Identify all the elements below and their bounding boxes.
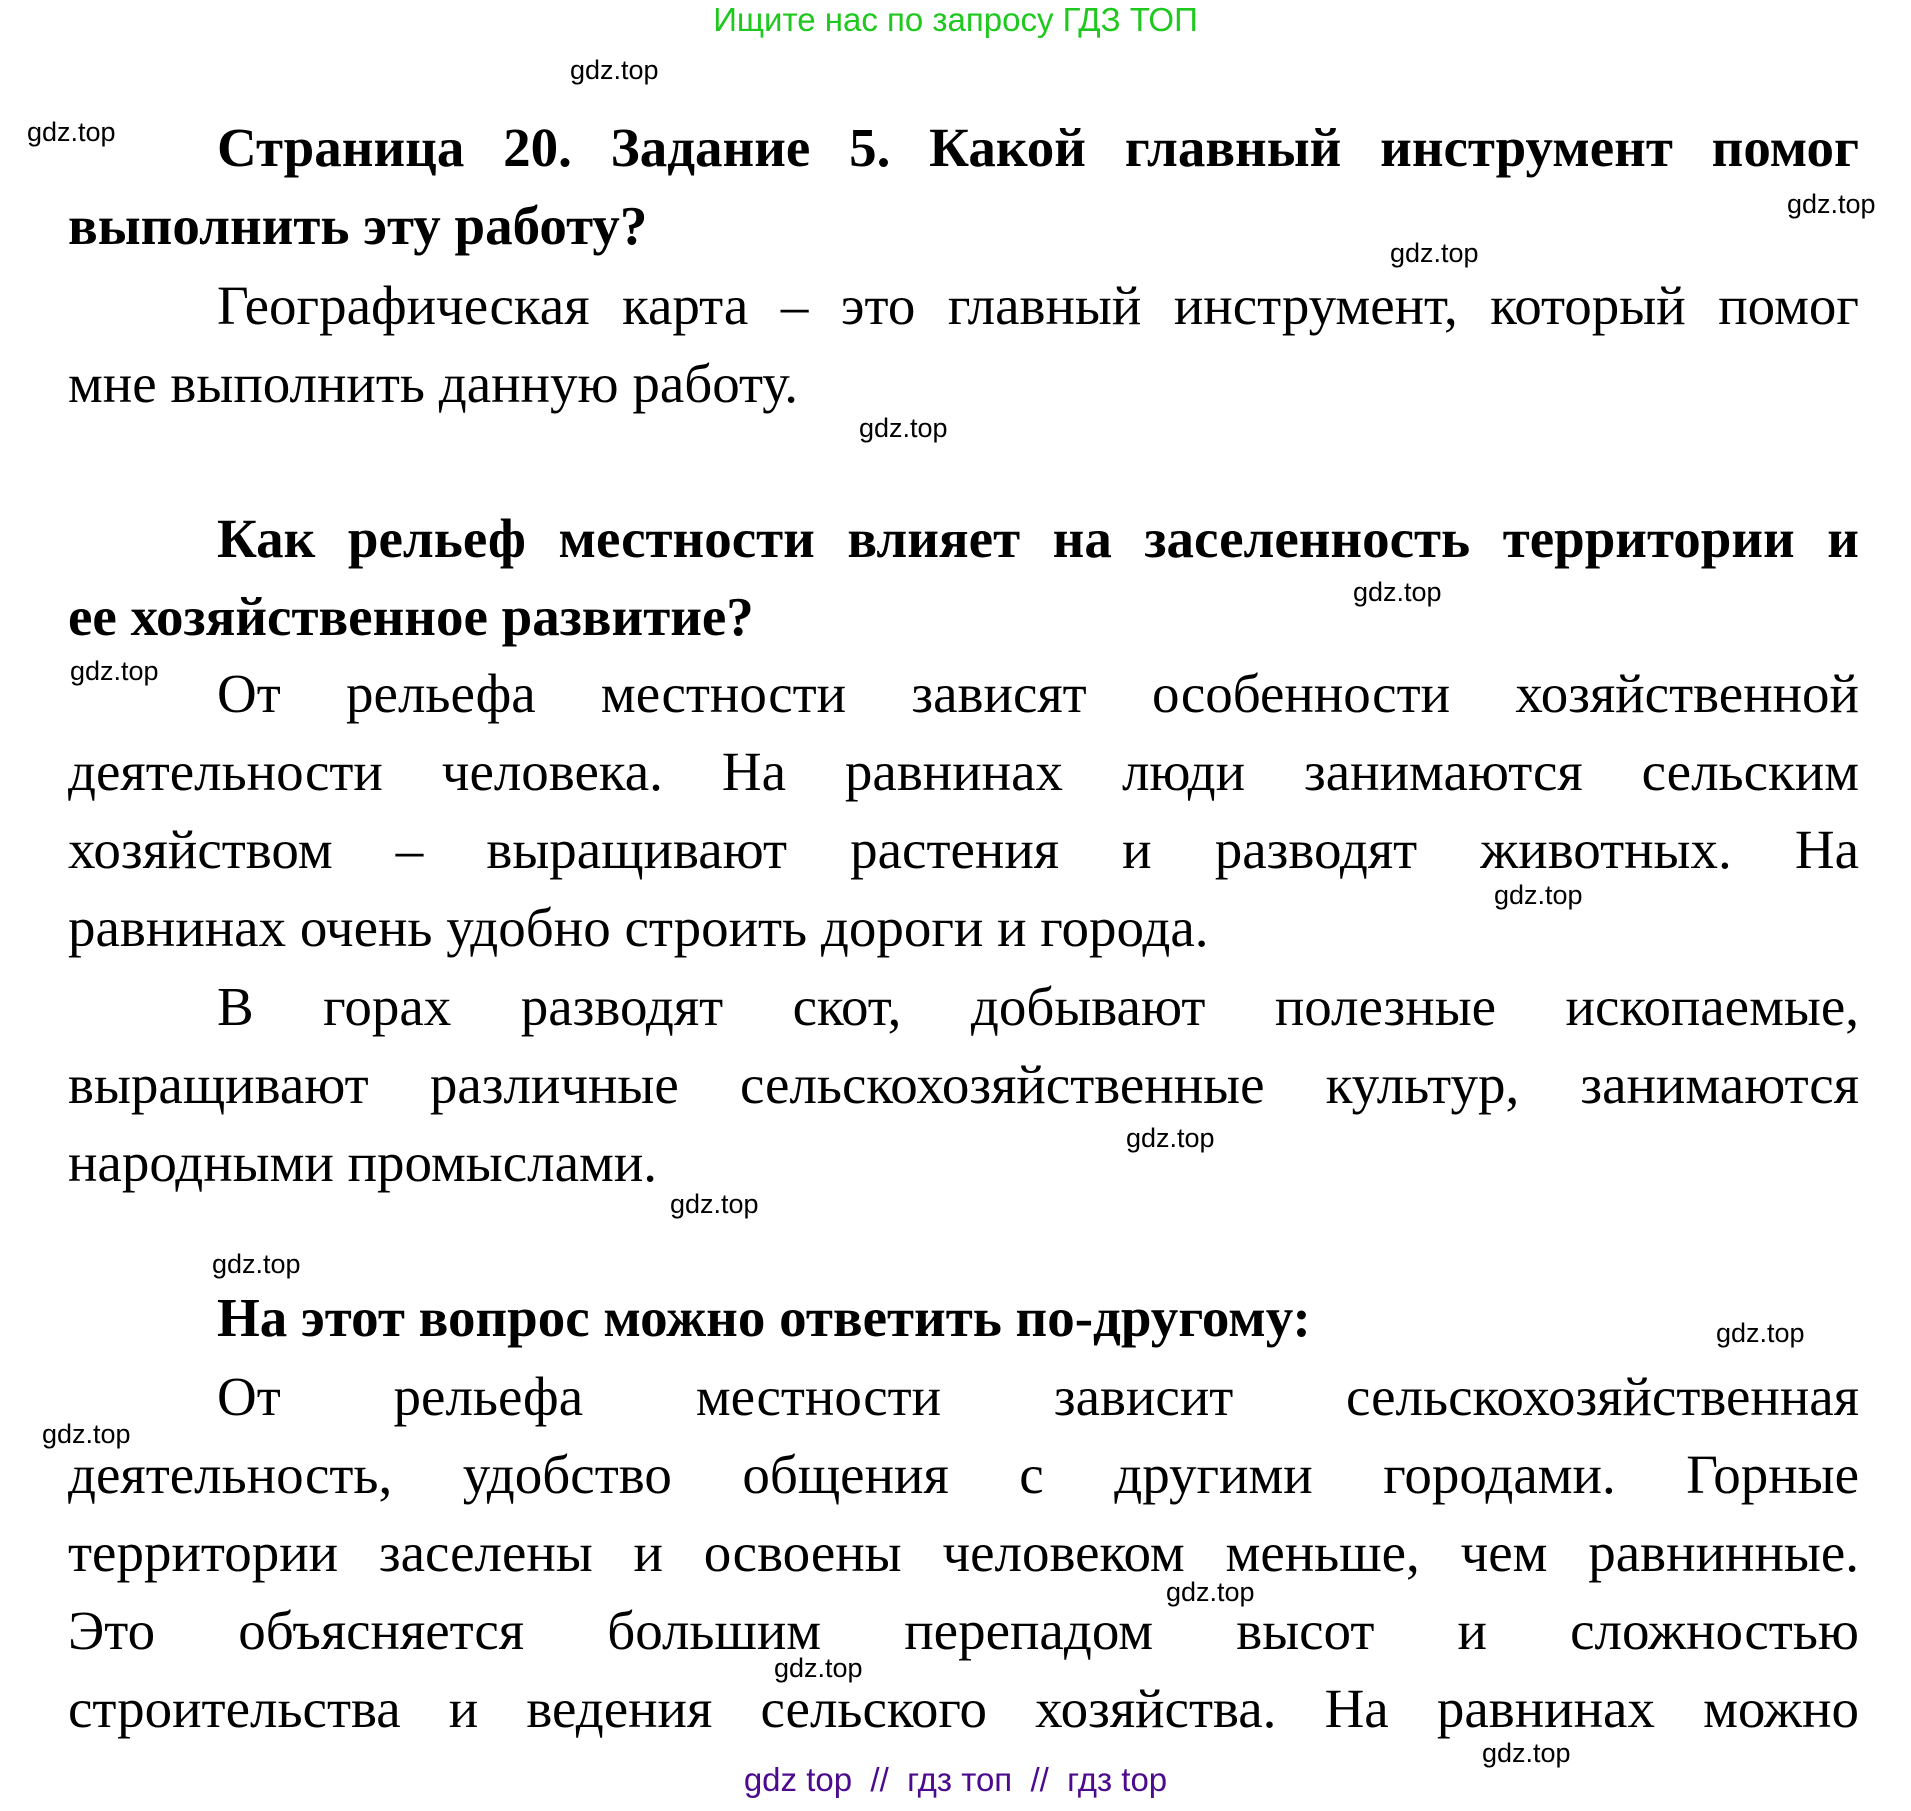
text-line: строительства и ведения сельского хозяйства. На равнинах можно bbox=[68, 1678, 1859, 1739]
watermark: gdz.top bbox=[42, 1419, 131, 1449]
answer-paragraph bbox=[68, 968, 1859, 1202]
alternative-heading bbox=[68, 1279, 1859, 1357]
question-heading bbox=[68, 500, 1859, 656]
watermark: gdz.top bbox=[1787, 189, 1876, 219]
text-line: выращивают различные сельскохозяйственные культур, занимаются bbox=[68, 1054, 1859, 1115]
text-line: народными промыслами. bbox=[68, 1132, 658, 1193]
watermark: gdz.top bbox=[1716, 1318, 1805, 1348]
heading-line: Страница 20. Задание 5. Какой главный инструмент помог bbox=[217, 117, 1859, 178]
watermark: gdz.top bbox=[570, 55, 659, 85]
text-line: Географическая карта – это главный инструмент, который помог bbox=[217, 275, 1859, 336]
text-line: равнинах очень удобно строить дороги и города. bbox=[68, 897, 1209, 958]
text-line: В горах разводят скот, добывают полезные ископаемые, bbox=[217, 976, 1859, 1037]
text-line: хозяйством – выращивают растения и разводят животных. На bbox=[68, 819, 1859, 880]
text-line: мне выполнить данную работу. bbox=[68, 353, 799, 414]
watermark: gdz.top bbox=[670, 1189, 759, 1219]
watermark: gdz.top bbox=[774, 1653, 863, 1683]
watermark: gdz.top bbox=[1482, 1738, 1571, 1768]
heading-line: выполнить эту работу? bbox=[68, 195, 648, 256]
watermark: gdz.top bbox=[70, 656, 159, 686]
answer-paragraph bbox=[68, 267, 1859, 423]
footer-links[interactable]: gdz top // гдз топ // гдз top bbox=[743, 1761, 1168, 1798]
answer-paragraph bbox=[68, 655, 1859, 967]
watermark: gdz.top bbox=[1166, 1577, 1255, 1607]
watermark: gdz.top bbox=[1494, 880, 1583, 910]
text-line: От рельефа местности зависят особенности хозяйственной bbox=[217, 663, 1859, 724]
watermark: gdz.top bbox=[212, 1249, 301, 1279]
heading-line: На этот вопрос можно ответить по-другому: bbox=[217, 1287, 1311, 1348]
answer-paragraph bbox=[68, 1358, 1859, 1748]
watermark: gdz.top bbox=[27, 117, 116, 147]
text-line: деятельности человека. На равнинах люди занимаются сельским bbox=[68, 741, 1859, 802]
heading-line: ее хозяйственное развитие? bbox=[68, 586, 754, 647]
text-line: От рельефа местности зависит сельскохозяйственная bbox=[217, 1366, 1859, 1427]
watermark: gdz.top bbox=[1126, 1123, 1215, 1153]
watermark: gdz.top bbox=[1353, 577, 1442, 607]
task-heading bbox=[68, 109, 1859, 265]
text-line: территории заселены и освоены человеком меньше, чем равнинные. bbox=[68, 1522, 1859, 1583]
text-line: деятельность, удобство общения с другими городами. Горные bbox=[68, 1444, 1859, 1505]
search-banner: Ищите нас по запросу ГДЗ ТОП bbox=[713, 1, 1198, 38]
watermark: gdz.top bbox=[859, 413, 948, 443]
watermark: gdz.top bbox=[1390, 238, 1479, 268]
text-line: Это объясняется большим перепадом высот и сложностью bbox=[68, 1600, 1859, 1661]
heading-line: Как рельеф местности влияет на заселенность территории и bbox=[217, 508, 1859, 569]
